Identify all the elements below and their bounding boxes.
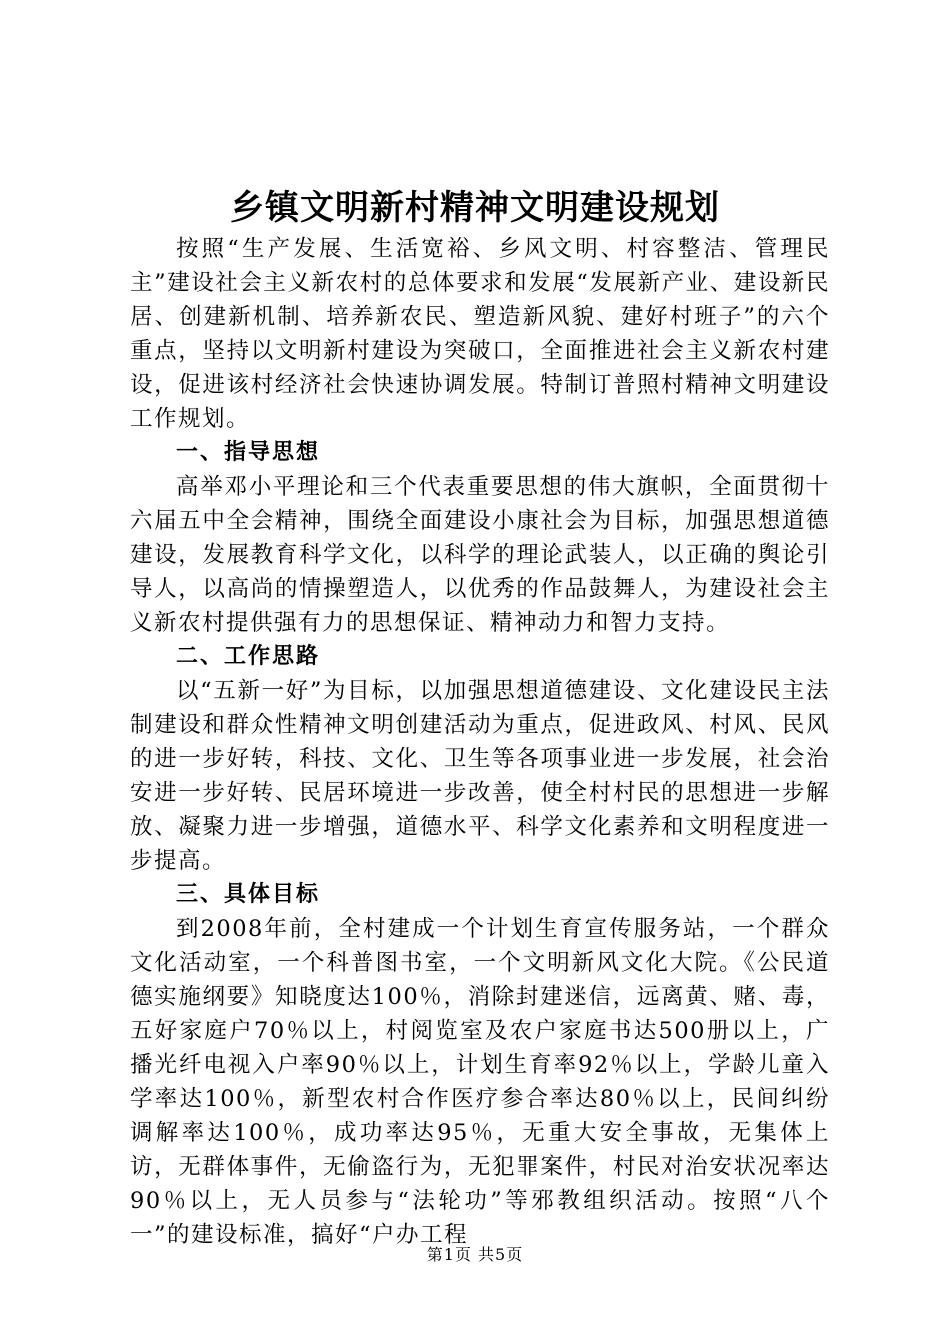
document-body — [130, 232, 830, 1252]
document-title: 乡镇文明新村精神文明建设规划 — [230, 188, 720, 228]
intro-paragraph: 按照“生产发展、生活宽裕、乡风文明、村容整洁、管理民主”建设社会主义新农村的总体要求和发展“发展新产业、建设新民居、创建新机制、培养新农民、塑造新风貌、建好村班子”的六个重点，坚持以文明新村建设为突破口，全面推进社会主义新农村建设，促进该村经济社会快速协调发展。特制订普照村精神文明建设工作规划。 — [130, 236, 830, 432]
page-number-footer: 第1页 共5页 — [426, 1245, 524, 1264]
section-heading-work-approach: 二、工作思路 — [176, 644, 321, 669]
section-heading-guiding-ideology: 一、指导思想 — [176, 440, 321, 465]
section-paragraph-guiding-ideology: 高举邓小平理论和三个代表重要思想的伟大旗帜，全面贯彻十六届五中全会精神，围绕全面建设小康社会为目标，加强思想道德建设，发展教育科学文化，以科学的理论武装人，以正确的舆论引导人，以高尚的情操塑造人，以优秀的作品鼓舞人，为建设社会主义新农村提供强有力的思想保证、精神动力和智力支持。 — [130, 474, 830, 636]
section-paragraph-work-approach: 以“五新一好”为目标，以加强思想道德建设、文化建设民主法制建设和群众性精神文明创建活动为重点，促进政风、村风、民风的进一步好转，科技、文化、卫生等各项事业进一步发展，社会治安进一步好转、民居环境进一步改善，使全村村民的思想进一步解放、凝聚力进一步增强，道德水平、科学文化素养和文明程度进一步提高。 — [130, 678, 830, 874]
section-heading-specific-goals: 三、具体目标 — [176, 882, 321, 907]
section-paragraph-specific-goals: 到2008年前，全村建成一个计划生育宣传服务站，一个群众文化活动室，一个科普图书室，一个文明新风文化大院。《公民道德实施纲要》知晓度达100％，消除封建迷信，远离黄、赌、毒，五好家庭户70％以上，村阅览室及农户家庭书达500册以上，广播光纤电视入户率90％以上，计划生育率92％以上，学龄儿童入学率达100％，新型农村合作医疗参合率达80％以上，民间纠纷调解率达100％，成功率达95％，无重大安全事故，无集体上访，无群体事件，无偷盗行为，无犯罪案件，村民对治安状况率达90％以上，无人员参与“法轮功”等邪教组织活动。按照“八个一”的建设标准，搞好“户办工程 — [130, 916, 830, 1248]
